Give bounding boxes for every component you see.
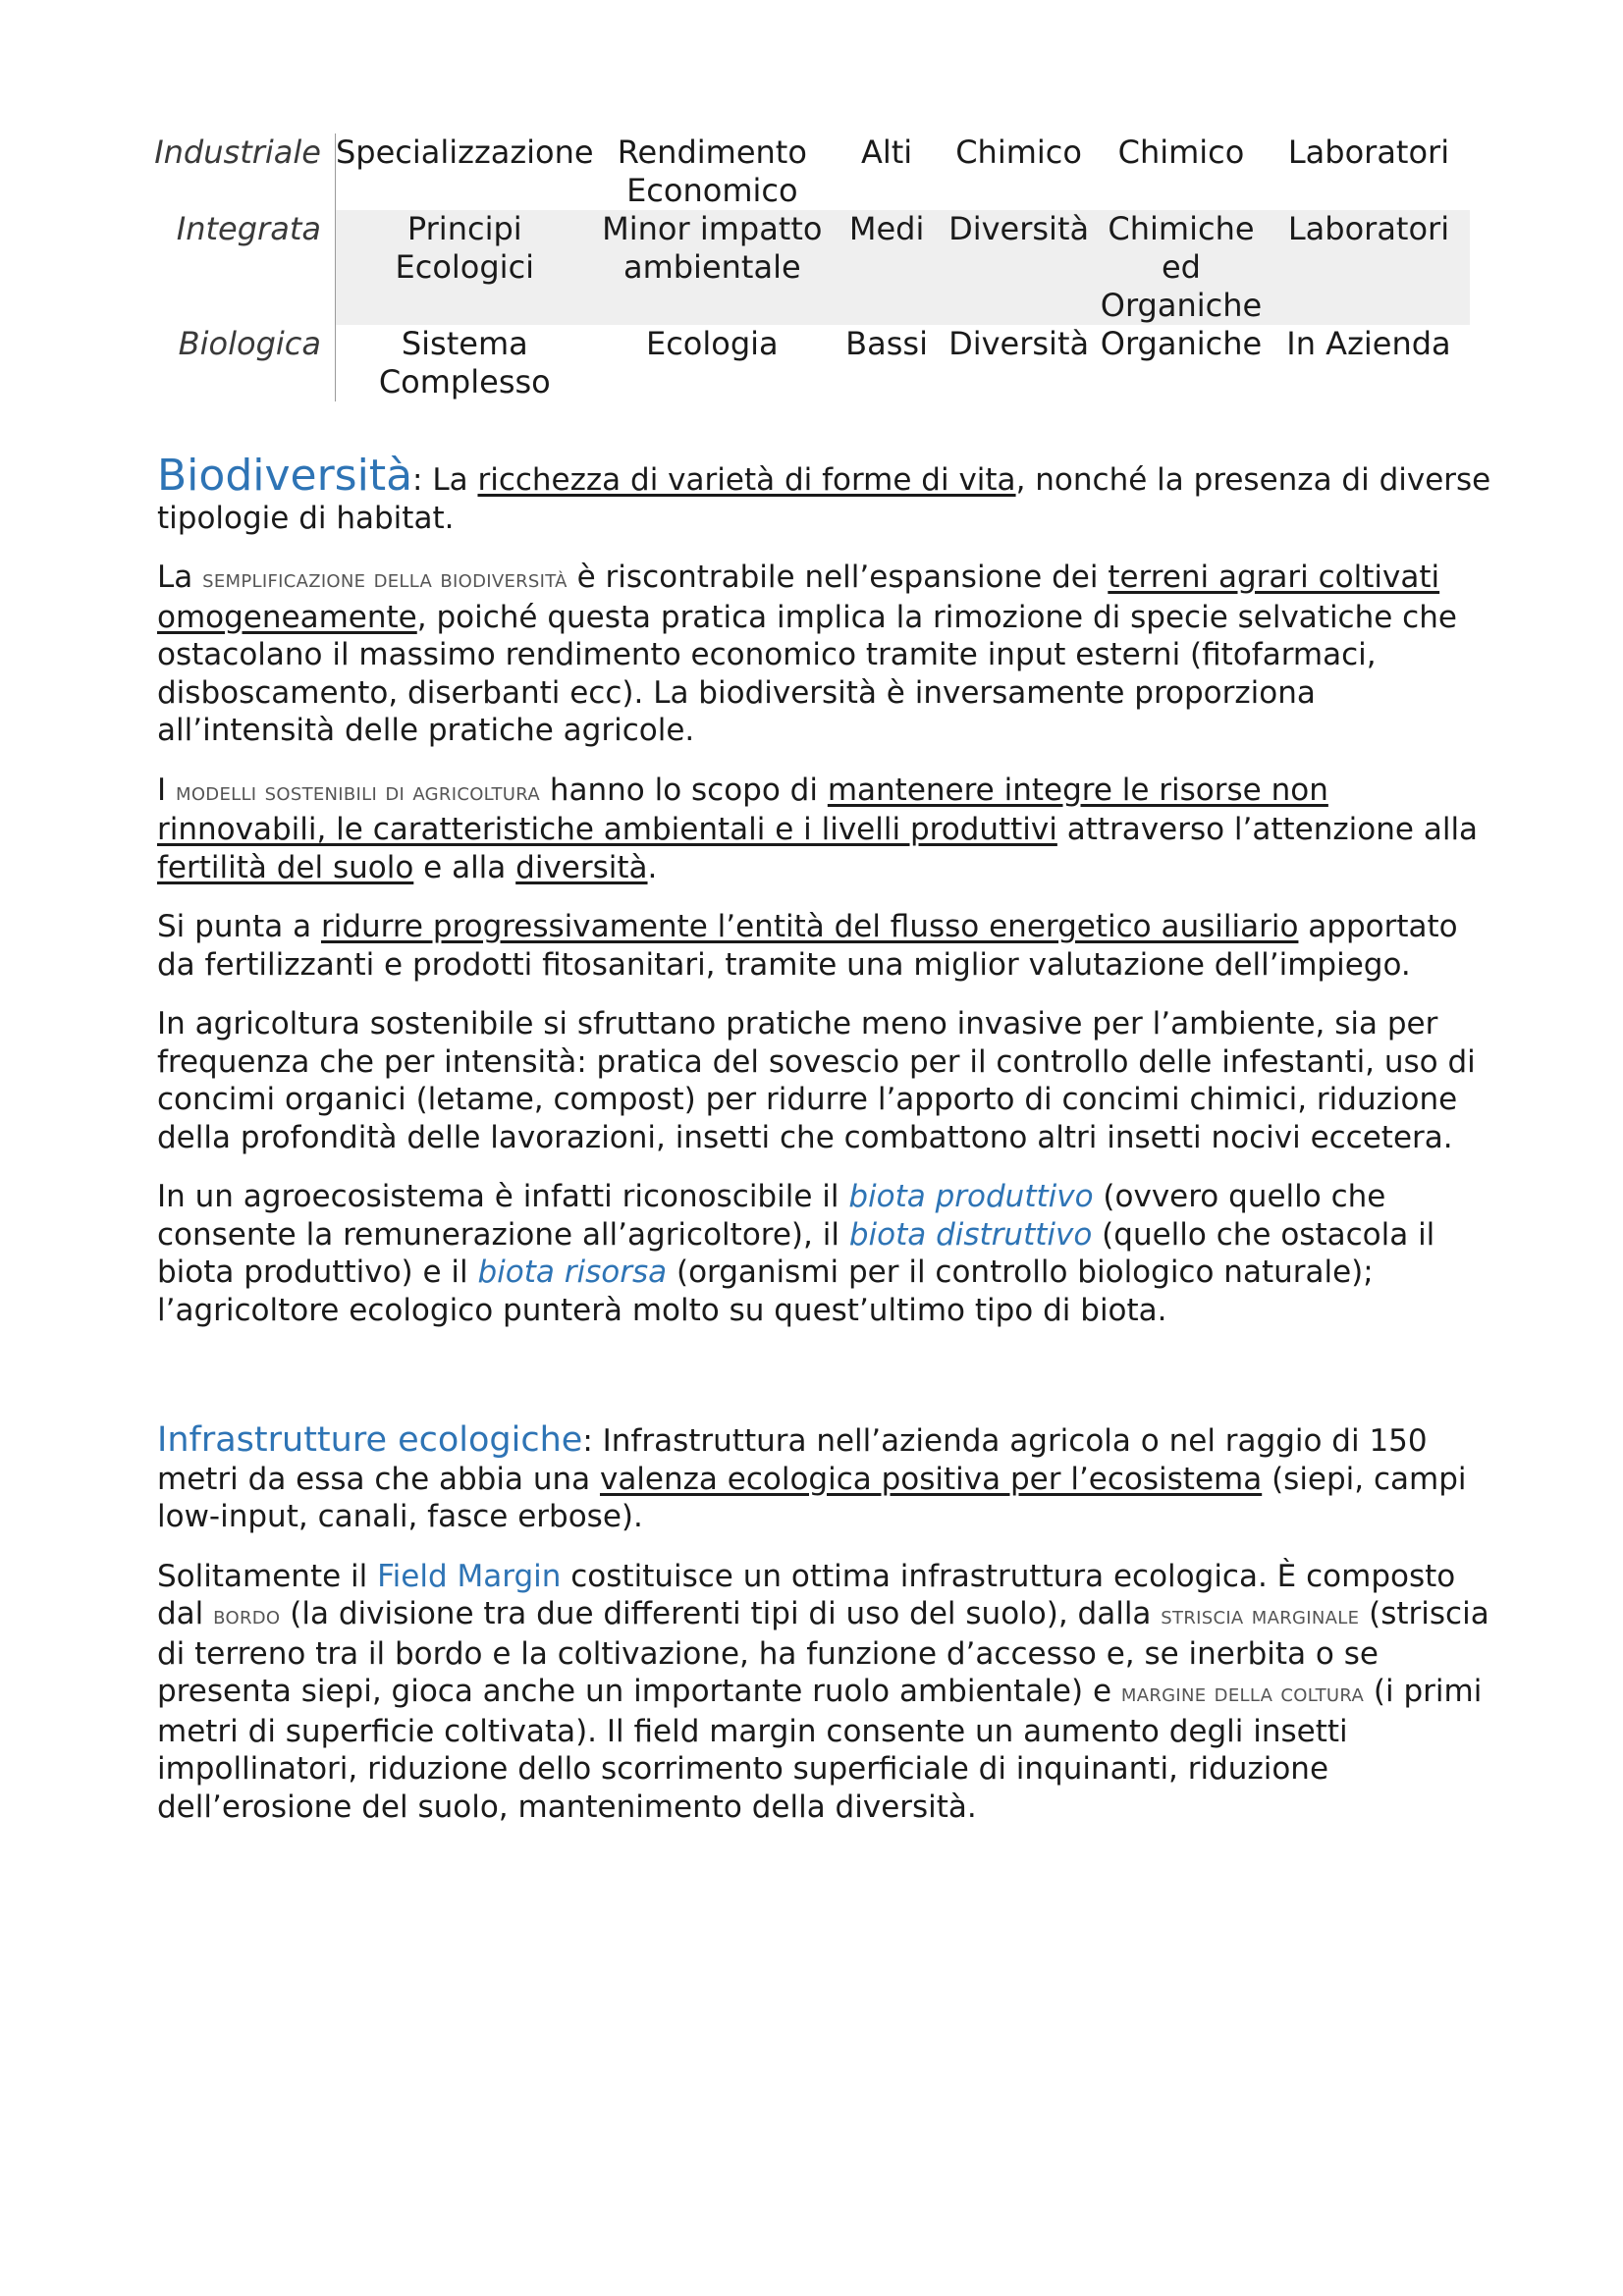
table-cell: Diversità [943,210,1095,325]
table-cell: Minor impatto ambientale [594,210,831,325]
text-run: (siepi, campi low-input, canali, fasce erbose). [157,1461,1467,1534]
text-run: : La [412,462,478,498]
paragraph [157,559,1492,750]
text-run: (striscia di terreno tra il bordo e la coltivazione, ha funzione d’accesso e, se inerbita o se presenta siepi, gioca anche un importante ruolo ambientale) e [157,1596,1489,1709]
text-run: (quello che ostacola il biota produttivo) e il [157,1216,1435,1290]
row-label: Biologica [154,325,335,401]
table-cell: Diversità [948,325,1090,362]
table-cell: Organiche [1100,325,1263,362]
text-run: : Infrastruttura nell’azienda agricola o nel raggio di 150 metri da essa che abbia una [157,1423,1428,1497]
text-run: La [157,560,203,595]
table-row [154,325,1470,401]
row-label: Industriale [154,133,335,210]
paragraph [157,1178,1492,1329]
text-run: (organismi per il controllo biologico naturale); l’agricoltore ecologico punterà molto su quest’ultimo tipo di biota. [157,1255,1374,1328]
table-cell: Principi Ecologici [335,210,593,325]
biodiversita-definition [157,451,1492,537]
italic-term: biota distruttivo [848,1216,1093,1253]
table-cell: Alti [860,133,913,171]
text-run: Si punta a [157,909,321,944]
italic-term: biota risorsa [477,1255,668,1290]
small-caps-term: bordo [213,1601,281,1629]
table-cell: Chimico [1117,133,1245,171]
text-run: e alla [413,849,516,885]
small-caps-term: modelli sostenibili di agricoltura [176,776,540,806]
underlined-term: ridurre progressivamente l’entità del flusso energetico ausiliario [320,909,1299,944]
text-run: In un agroecosistema è infatti riconoscibile il [157,1179,849,1214]
paragraph: In agricoltura sostenibile si sfruttano pratiche meno invasive per l’ambiente, sia per frequenza che per intensità: pratica del sovescio per il controllo delle infestanti, uso di concimi organici (letame, compost) per ridurre l’apporto di concimi chimici, riduzione della profondità delle lavorazioni, insetti che combattono altri insetti nocivi eccetera. [157,1006,1476,1155]
text-run: è riscontrabile nell’espansione dei [567,560,1109,595]
text-run: attraverso l’attenzione alla [1056,812,1479,847]
infrastrutture-definition [157,1421,1492,1536]
underlined-term: terreni agrari coltivati omogeneamente [157,560,1440,635]
text-run: (ovvero quello che consente la remunerazione all’agricoltore), il [157,1179,1386,1253]
table-cell: Chimico [955,133,1082,171]
underlined-term: mantenere integre le risorse non rinnovabili, le caratteristiche ambientali e i livelli produttivi [157,772,1328,847]
text-run: (i primi metri di superficie coltivata). Il field margin consente un aumento degli insetti impollinatori, riduzione dello scorrimento superficiale di inquinanti, riduzione dell’erosione del suolo, mantenimento della diversità. [157,1674,1483,1825]
small-caps-term: striscia marginale [1161,1601,1360,1629]
farming-models-table [154,133,1470,401]
table-cell: Laboratori [1287,133,1450,171]
table-cell: Bassi [845,325,928,362]
italic-term: biota produttivo [848,1179,1094,1214]
text-run: , nonché la presenza di diverse tipologie di habitat. [157,462,1491,536]
row-label: Integrata [154,210,335,325]
table-cell: Chimiche ed Organiche [1095,210,1268,325]
table-cell: Sistema Complesso [378,325,551,400]
text-run: hanno lo scopo di [539,772,828,808]
text-run: apportato da fertilizzanti e prodotti fitosanitari, tramite una miglior valutazione dell’impiego. [157,909,1458,983]
small-caps-term: margine della coltura [1120,1679,1365,1707]
table-cell: Ecologia [645,325,779,362]
field-margin-term: Field Margin [377,1558,562,1594]
document-body [157,451,1492,1847]
paragraph [157,772,1492,887]
section-heading-biodiversita: Biodiversità [157,451,413,501]
underlined-term: fertilità del suolo [157,849,414,885]
underlined-term: diversità [515,849,648,885]
table-cell: In Azienda [1286,325,1451,362]
text-run: . [647,849,658,885]
spacer [157,1351,1492,1421]
text-run: I [157,772,176,808]
text-run: costituisce un ottima infrastruttura ecologica. È composto dal [157,1558,1456,1631]
table-cell: Laboratori [1268,210,1470,325]
table-cell: Specializzazione [335,133,594,171]
table-row [154,210,1470,325]
small-caps-term: semplificazione della biodiversità [202,564,568,593]
text-run: Solitamente il [157,1558,378,1594]
paragraph [157,908,1492,984]
table-cell: Medi [831,210,943,325]
underlined-term: valenza ecologica positiva per l’ecosistema [599,1461,1263,1497]
section-heading-infrastrutture: Infrastrutture ecologiche [157,1420,583,1460]
text-run: (la divisione tra due differenti tipi di uso del suolo), dalla [280,1596,1162,1631]
paragraph [157,1558,1492,1827]
table-cell: Rendimento Economico [617,133,807,209]
underlined-term: ricchezza di varietà di forme di vita [477,462,1016,498]
table-row [154,133,1470,210]
text-run: , poiché questa pratica implica la rimozione di specie selvatiche che ostacolano il massimo rendimento economico tramite input esterni (fitofarmaci, disboscamento, diserbanti ecc). La biodiversità è inversamente proporziona all’intensità delle pratiche agricole. [157,599,1457,748]
